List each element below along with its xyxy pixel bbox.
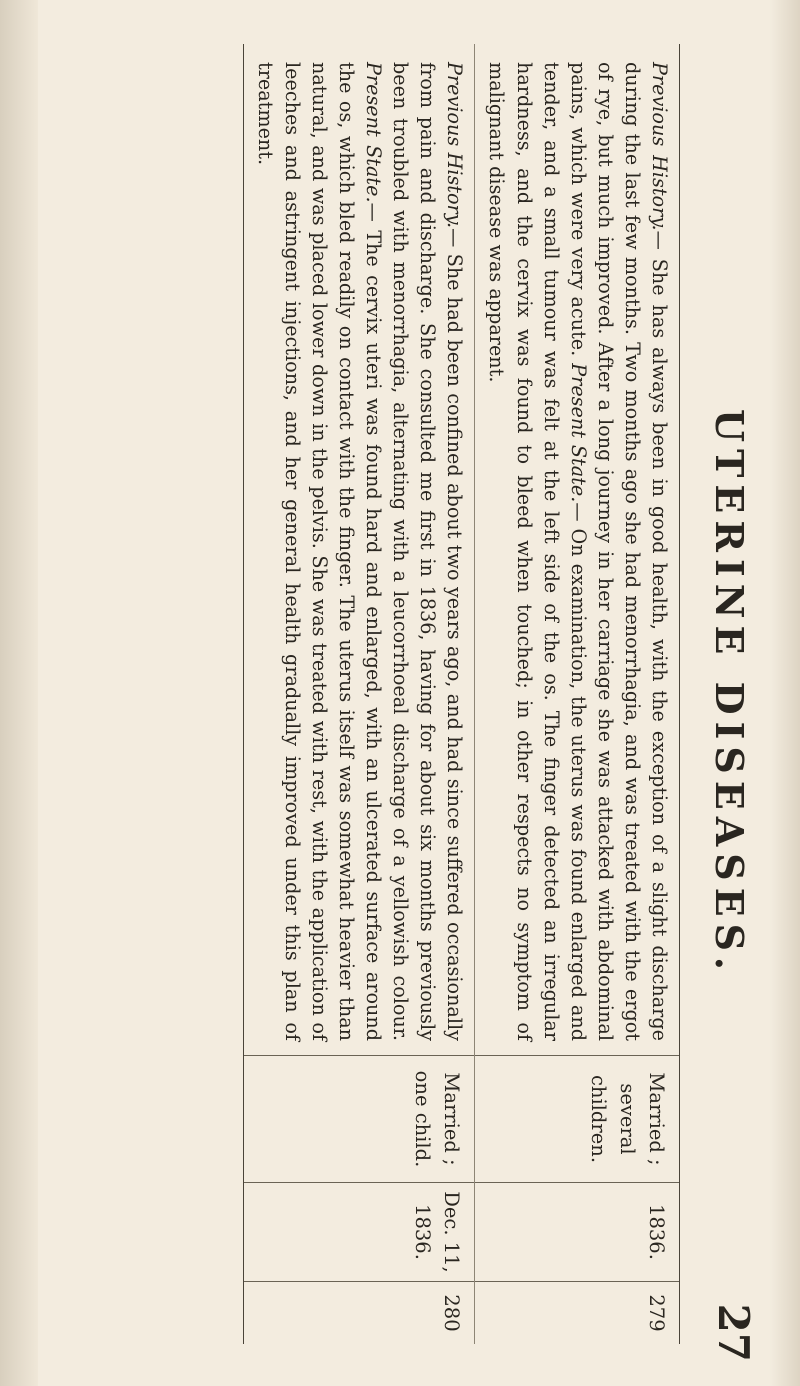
case-row-279: [475, 44, 679, 1344]
history-text: — She has always been in good health, with the exception of a slight discharge during the last few months. Two months ago she had menorrhagia, and was treated with the ergot of rye, but much improved. After a long journey in her carriage she was attacked with abdominal pains, which were very acute.: [566, 62, 671, 1041]
case-date: 1836.: [475, 1183, 679, 1282]
rotated-book-page: [10, 0, 790, 1386]
present-state-label: Present State.: [362, 62, 386, 203]
patient-status: Married ; several children.: [475, 1056, 679, 1183]
present-state-text: — The cervix uteri was found hard and enlarged, with an ulcerated surface around the os, which bled readily on contact with the finger. The uterus itself was somewhat heavier than natural, and was placed lower down in the pelvis. She was treated with rest, with the application of leeches and astringent injections, and her general health gradually improved under this plan of treatment.: [253, 62, 386, 1041]
case-table: [243, 44, 680, 1344]
history-text: — She had been confined about two years ago, and had since suffered occasionally from pain and discharge. She consulted me first in 1836, having for about six months previously been troubled with menorrhagia, alternating with a leucorrhoeal discharge of a yellowish colour.: [389, 62, 467, 1041]
case-row-280: [244, 44, 476, 1344]
history-label: Previous History.: [443, 62, 467, 229]
running-title: UTERINE DISEASES.: [707, 408, 752, 977]
case-number: 280: [440, 1294, 464, 1332]
case-number: 279: [645, 1294, 668, 1332]
case-notes: [244, 44, 475, 1056]
history-label: Previous History.: [648, 62, 671, 231]
page-number: 27: [709, 1303, 758, 1362]
case-notes: [475, 44, 679, 1056]
present-state-label: Present State.: [566, 363, 590, 503]
running-head: [700, 0, 760, 1386]
case-date: Dec. 11, 1836.: [244, 1183, 475, 1282]
patient-status: Married ; one child.: [244, 1056, 475, 1183]
present-state-text: — On examination, the uterus was found enlarged and tender, and a small tumour was felt at the left side of the os. The finger detected an irregular hardness, and the cervix was found to bleed when touched; in other respects no symptom of malignant disease was apparent.: [485, 62, 590, 1041]
